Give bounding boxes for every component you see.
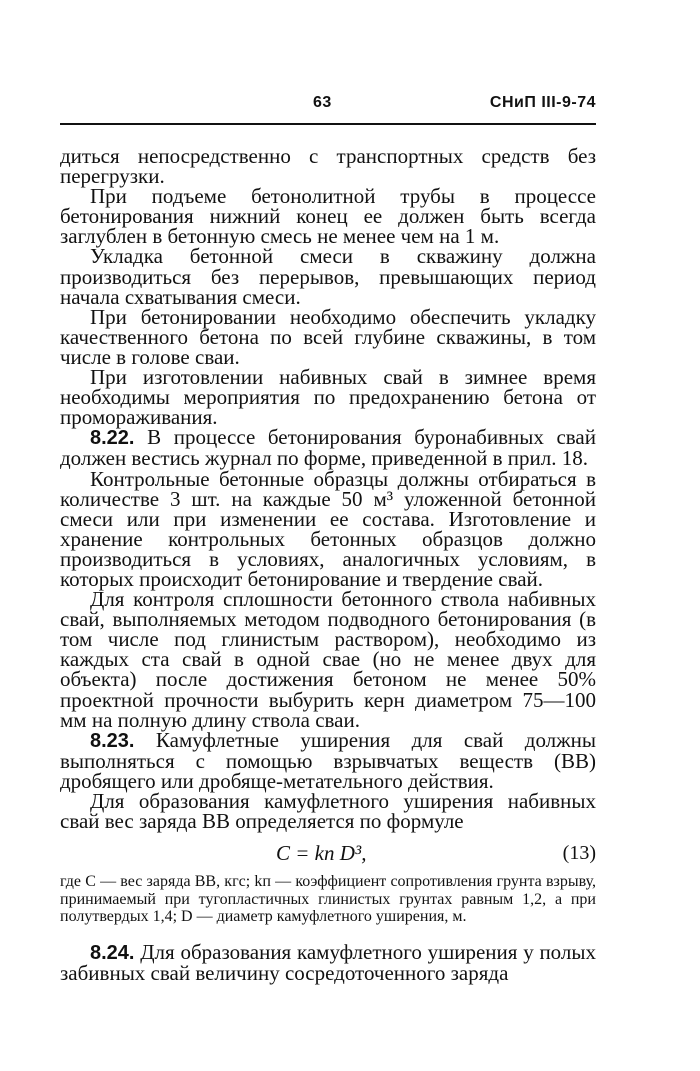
formula-number: (13) — [562, 842, 596, 865]
section-number: 8.22. — [90, 427, 135, 450]
section-8-23 — [60, 727, 597, 793]
page-header — [60, 94, 596, 116]
body-text — [60, 144, 597, 986]
section-text: В процессе бетонирования буронабивных свай должен вестись журнал по форме, приведенной в прил. 18. — [60, 425, 596, 471]
section-number: 8.24. — [90, 941, 135, 964]
document-code: СНиП III-9-74 — [489, 94, 596, 111]
page-number: 63 — [313, 94, 332, 111]
header-rule — [60, 123, 596, 125]
paragraph: При подъеме бетонолитной трубы в процессе бетонирования нижний конец ее должен быть всегда заглублен в бетонную смесь не менее чем на 1 м. — [60, 184, 596, 249]
paragraph-continuation: диться непосредственно с транспортных средств без перегрузки. — [60, 144, 596, 189]
paragraph: Для образования камуфлетного уширения набивных свай вес заряда ВВ определяется по формуле — [60, 789, 596, 834]
formula-legend-text: где C — вес заряда ВВ, кгс; kп — коэффициент сопротивления грунта взрыву, принимаемый при тугопластичных глинистых грунтах равным 1,2, а при полутвердых 1,4; D — диаметр камуфлетного уширения, м. — [60, 873, 596, 926]
paragraph: Укладка бетонной смеси в скважину должна производиться без перерывов, превышающих период начала схватывания смеси. — [60, 244, 596, 309]
paragraph: При изготовлении набивных свай в зимнее время необходимы мероприятия по предохранению бетона от промораживания. — [60, 365, 596, 430]
formula-legend — [60, 873, 596, 926]
section-8-22 — [60, 425, 596, 471]
formula: C = kп D³, — [276, 841, 367, 866]
paragraph: При бетонировании необходимо обеспечить укладку качественного бетона по всей глубине скважины, в том числе в голове сваи. — [60, 304, 596, 369]
section-text: Камуфлетные уширения для свай должны выполняться с помощью взрывчатых веществ (ВВ) дробящего или дробяще-метательного действия. — [60, 727, 597, 793]
paragraph: Для контроля сплошности бетонного ствола набивных свай, выполняемых методом подводного бетонирования (в том числе под глинистым раствором), необходимо из каждых ста свай в одной свае (но не менее двух для объекта) после достижения бетоном не менее 50% проектной прочности выбурить керн диаметром 75—100 мм на полную длину ствола сваи. — [60, 587, 596, 732]
section-number: 8.23. — [90, 729, 135, 752]
section-text: Для образования камуфлетного уширения у полых забивных свай величину сосредоточенного заряда — [60, 939, 596, 986]
paragraph: Контрольные бетонные образцы должны отбираться в количестве 3 шт. на каждые 50 м³ уложенной бетонной смеси или при изменении ее состава. Изготовление и хранение контрольных бетонных образцов должно производиться в условиях, аналогичных условиям, в которых происходит бетонирование и твердение свай. — [60, 466, 596, 591]
section-8-24 — [60, 939, 596, 986]
formula-row — [60, 835, 596, 873]
